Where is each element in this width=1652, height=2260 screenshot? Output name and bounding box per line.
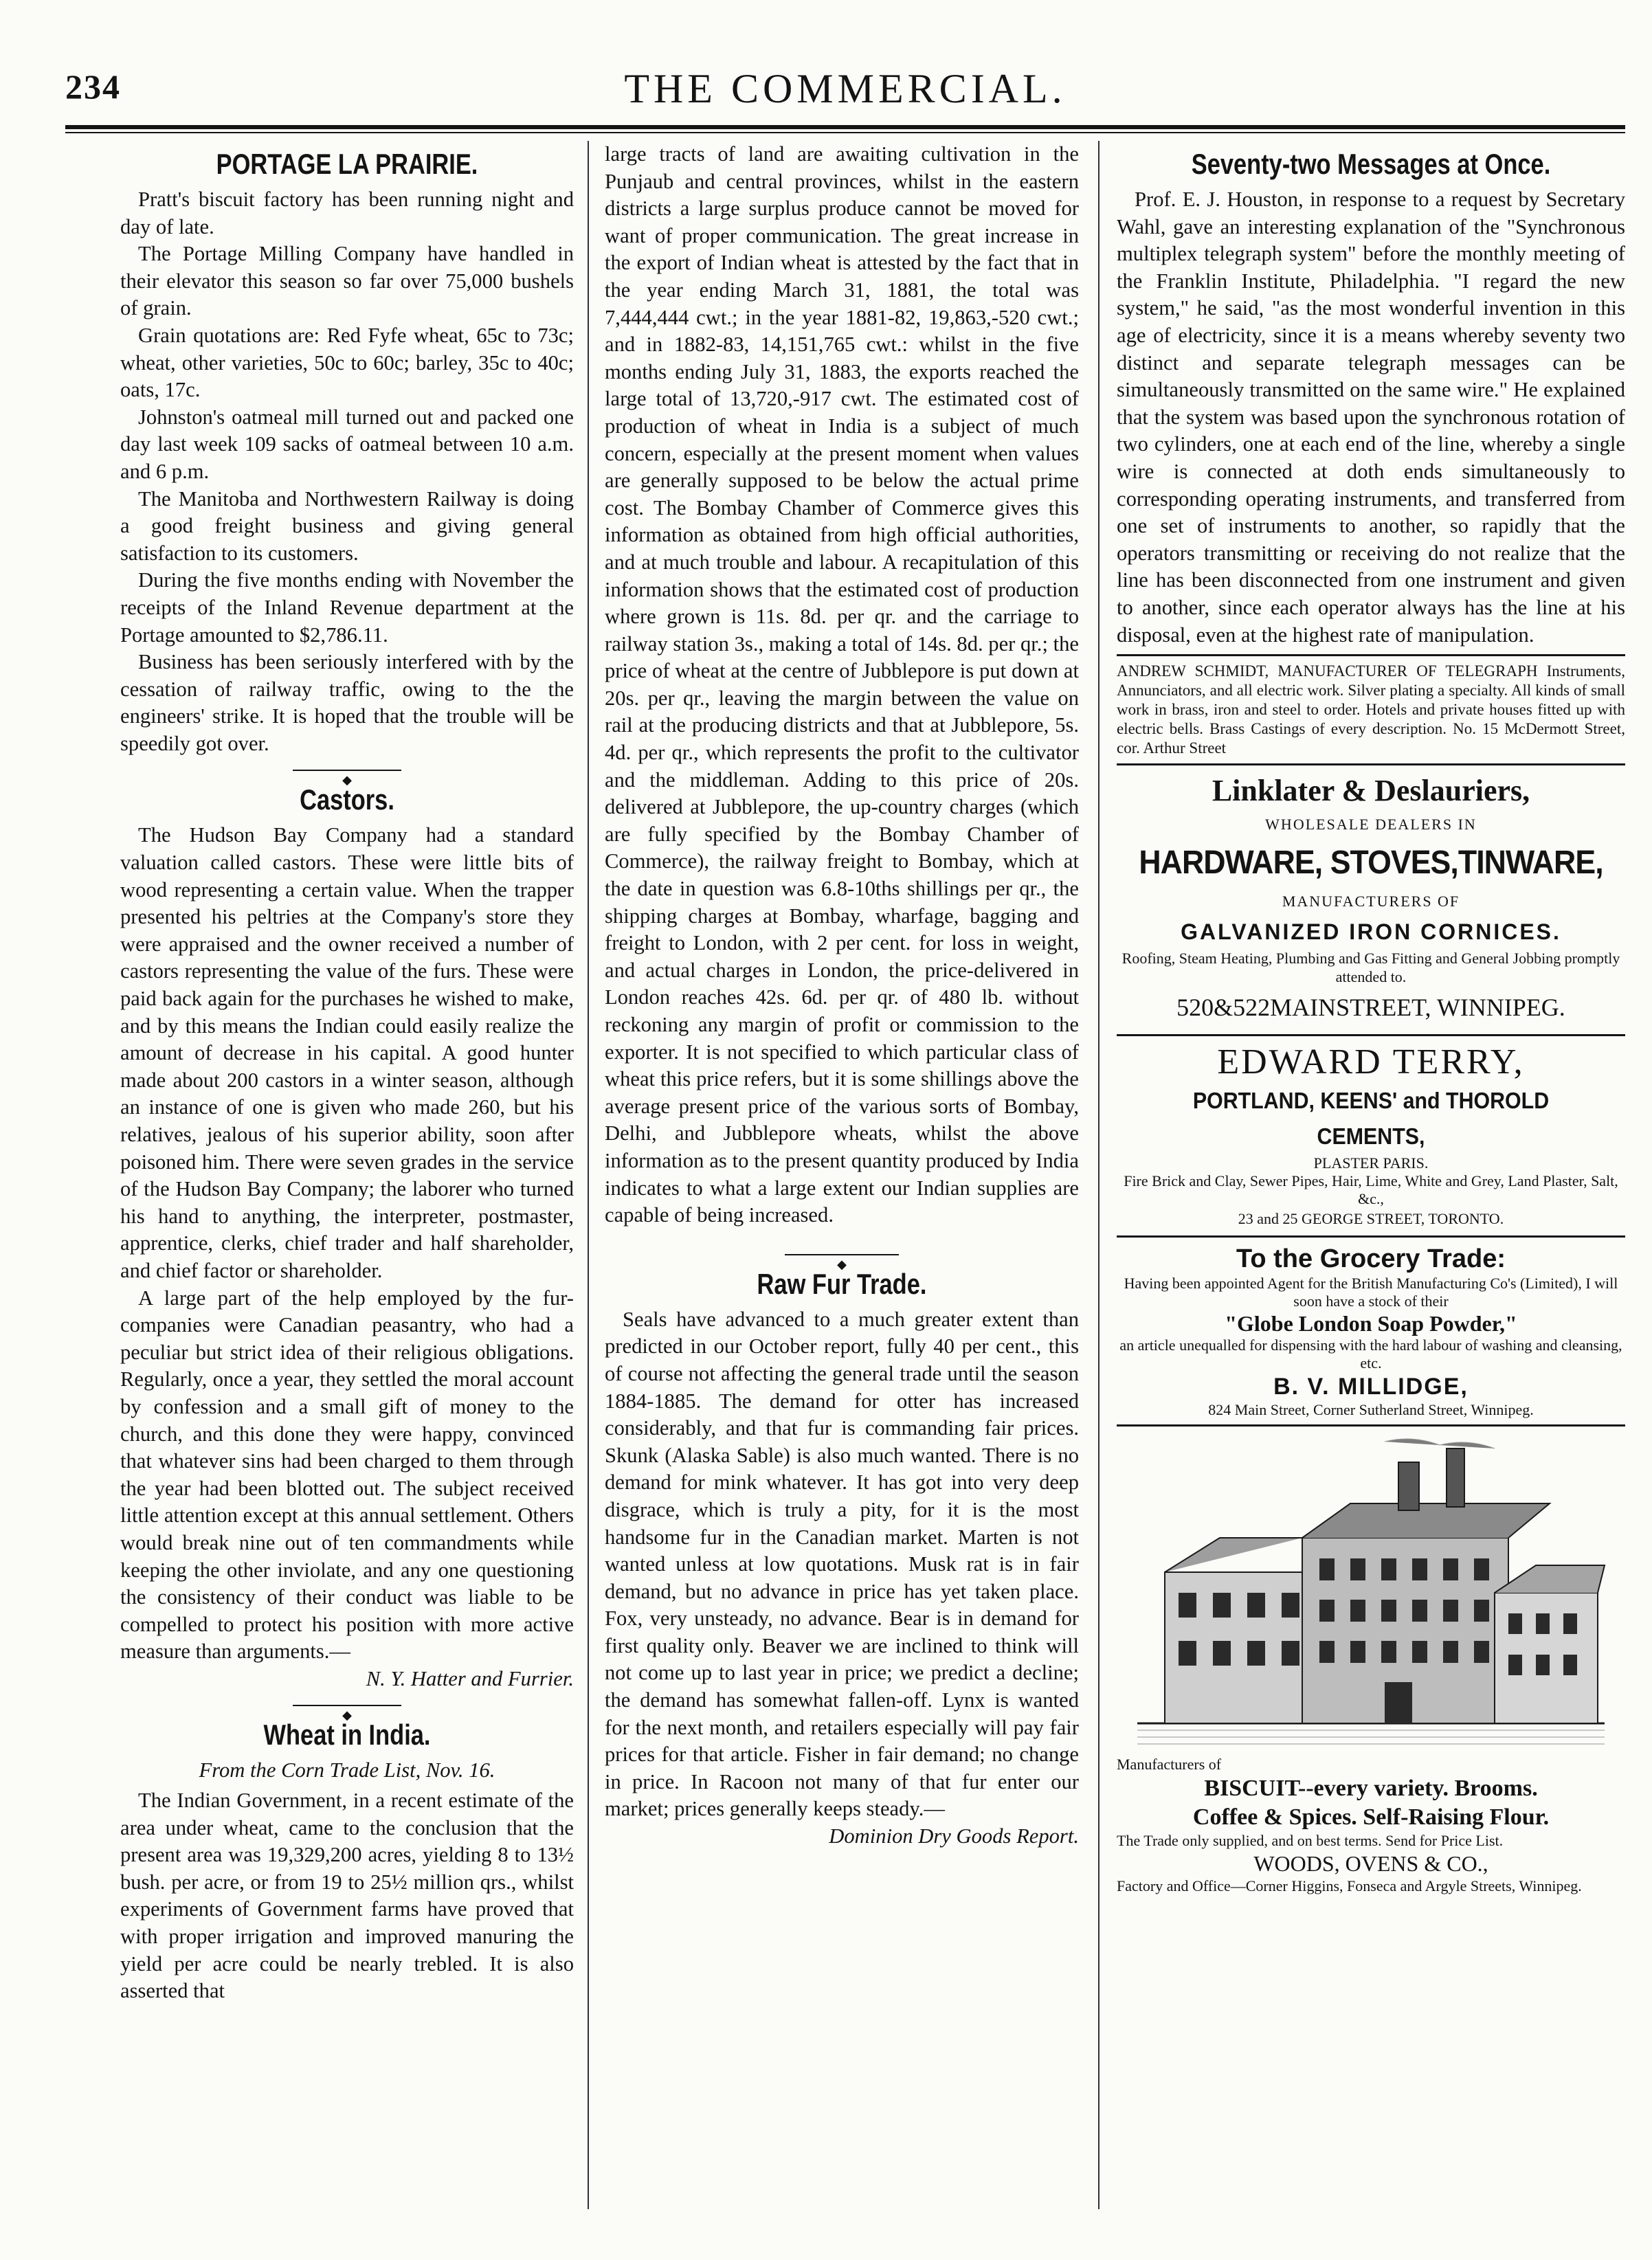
paragraph: Johnston's oatmeal mill turned out and packed one day last week 109 sacks of oatmeal between 10 a.m. and 6 p.m. xyxy=(120,405,574,483)
article-source: Dominion Dry Goods Report. xyxy=(829,1824,1079,1848)
masthead: THE COMMERCIAL. xyxy=(624,66,1067,111)
column-2 xyxy=(605,141,1079,1850)
paragraph: A large part of the help employed by the fur-companies were Canadian peasantry, who had a peculiar but strict idea of their religious obligations. Regularly, once a year, they settled the moral account by confession and a small gift of money to the church, and this done they were happy, convinced that whatever sins had been charged to them through the year had been blotted out. The subject received little attention except at this annual settlement. Others would break nine out of ten commandments while keeping the other inviolate, and any one questioning the consistency of their conduct was liable to be compelled to protect his position with more active measure than arguments.— xyxy=(120,1286,574,1664)
article-title: PORTAGE LA PRAIRIE. xyxy=(216,148,478,180)
article-title: Raw Fur Trade. xyxy=(757,1267,927,1300)
ad-address: 520&522MAINSTREET, WINNIPEG. xyxy=(1176,994,1565,1022)
ad-text: The Trade only supplied, and on best terms. Send for Price List. xyxy=(1117,1832,1504,1850)
column-divider xyxy=(1098,141,1100,2209)
ad-text: GALVANIZED IRON CORNICES. xyxy=(1181,919,1561,945)
header-rule-thin xyxy=(65,132,1625,133)
paragraph: Seals have advanced to a much greater extent than predicted in our October report, fully 40 per cent., this of course not affecting the general trade until the season 1884-1885. The demand for otter has increased considerably, and that fur is commanding fair prices. Skunk (Alaska Sable) is also much wanted. There is no demand for mink whatever. It has got into very deep disgrace, which is truly a pity, for it is the most handsome fur in the Canadian market. Marten is not wanted unless at low quotations. Musk rat is in fair demand, but no advance in price has yet taken place. Fox, very unsteady, no advance. Bear is in demand for first quality only. Beaver we are inclined to think will not come up to last year in price; we predict a decline; the demand has somewhat fallen-off. Lynx is wanted for the next month, and retailers especially will pay fair prices for that article. Fisher in fair demand; no change in price. In Racoon not many of that fur enter our market; prices generally keeps steady.— xyxy=(605,1307,1079,1821)
ad-headline: HARDWARE, STOVES,TINWARE, xyxy=(1139,844,1603,881)
article-source: N. Y. Hatter and Furrier. xyxy=(366,1666,574,1690)
paragraph: large tracts of land are awaiting cultivation in the Punjaub and central provinces, whilst in the eastern districts a large surplus produce cannot be moved for want of proper communication. The great increase in the export of Indian wheat is attested by the fact that in the year ending March 31, 1881, the total was 7,444,444 cwt.; in the year 1881-82, 19,863,-520 cwt.; and in 1882-83, 14,151,765 cwt.: whilst in the five months ending July 31, 1883, the exports reached the large total of 13,720,-917 cwt. The estimated cost of production of wheat in India is a subject of much concern, especially at the present moment when values are generally supposed to be below the actual prime cost. The Bombay Chamber of Commerce gives this information as obtained from high official authorities, and at much trouble and labour. A recapitulation of this information shows that the estimated cost of production where grown is 11s. 8d. per qr. and the carriage to railway station 3s., making a total of 14s. 8d. per qr.; the price of wheat at the centre of Jubblepore is put down at 20s. per qr., leaving the margin between the value on rail at the producing districts and that at Jubblepore, 5s. 4d. per qr., which represents the profit to the cultivator and the middleman. Adding to this price of 20s. delivered at Jubblepore, the up-country charges (which are fully specified by the Bombay Chamber of Commerce), the railway freight to Bombay, which at the date in question was 6.8-10ths shillings per qr., the shipping charges at Bombay, wharfage, bagging and freight to London, with 2 per cent. for loss in weight, and actual charges in London, the price-delivered in London reaches 42s. 6d. per qr. of 480 lb. without reckoning any margin of profit or commission to the exporter. It is not specified to which particular class of wheat this price refers, but it is some shillings above the average present price of the various sorts of Bombay, Delhi, and Jubblepore wheats, whilst the above information as to the present quantity produced by India indicates to what a large extent our Indian supplies are capable of being increased. xyxy=(605,142,1079,1227)
paragraph: Business has been seriously interfered with by the cessation of railway traffic, owing to the the engineers' strike. It is hoped that the trouble will be speedily got over. xyxy=(120,650,574,755)
ad-text: PLASTER PARIS. xyxy=(1313,1154,1429,1172)
ad-text: WHOLESALE DEALERS IN xyxy=(1265,816,1477,833)
page-number: 234 xyxy=(65,67,121,106)
article-title: Castors. xyxy=(300,783,394,816)
section-ornament: ◆ xyxy=(605,1249,1079,1261)
ad-company-name: B. V. MILLIDGE, xyxy=(1273,1374,1469,1400)
ad-divider xyxy=(1117,654,1625,656)
paragraph: During the five months ending with November the receipts of the Inland Revenue department at the Portage amounted to $2,786.11. xyxy=(120,568,574,647)
ad-product: "Globe London Soap Powder," xyxy=(1225,1311,1517,1336)
ad-address: 824 Main Street, Corner Sutherland Street, Winnipeg. xyxy=(1208,1401,1534,1419)
paragraph: The Indian Government, in a recent estimate of the area under wheat, came to the conclusion that the present area was 19,329,200 acres, yielding 8 to 13½ bush. per acre, or from 19 to 25½ million qrs., whilst experiments of Government farms have proved that with proper irrigation and improved manuring the yield per acre could be nearly trebled. It is also asserted that xyxy=(120,1789,574,2003)
article-title: Seventy-two Messages at Once. xyxy=(1191,148,1551,180)
column-1 xyxy=(120,141,574,2005)
ad-headline: To the Grocery Trade: xyxy=(1236,1244,1506,1274)
ad-company-name: Linklater & Deslauriers, xyxy=(1212,774,1530,808)
ad-company-name: WOODS, OVENS & CO., xyxy=(1253,1851,1488,1877)
section-ornament: ◆ xyxy=(120,1699,574,1712)
paragraph: The Portage Milling Company have handled in their elevator this season so far over 75,000 bushels of grain. xyxy=(120,242,574,320)
ad-company-name: EDWARD TERRY, xyxy=(1217,1042,1525,1082)
ad-address: 23 and 25 GEORGE STREET, TORONTO. xyxy=(1238,1210,1504,1228)
header-rule xyxy=(65,125,1625,129)
ad-grocery xyxy=(1117,1243,1625,1419)
column-3 xyxy=(1117,141,1625,1895)
paragraph: Grain quotations are: Red Fyfe wheat, 65c to 73c; wheat, other varieties, 50c to 60c; barley, 35c to 40c; oats, 17c. xyxy=(120,323,574,402)
ad-divider xyxy=(1117,1034,1625,1036)
ad-address: Factory and Office—Corner Higgins, Fonseca and Argyle Streets, Winnipeg. xyxy=(1117,1877,1582,1895)
ad-schmidt: ANDREW SCHMIDT, MANUFACTURER OF TELEGRAPH Instruments, Annunciators, and all electric work. Silver plating a specialty. All kinds of small work in brass, iron and steel to order. Hotels and private houses fitted up with electric bells. Brass Castings of every description. No. 15 McDermott Street, cor. Arthur Street xyxy=(1117,662,1625,757)
paragraph: Prof. E. J. Houston, in response to a request by Secretary Wahl, gave an interesting explanation of the "Synchronous multiplex telegraph system" before the monthly meeting of the Franklin Institute, Philadelphia. "I regard the new system," he said, "as the most wonderful invention in this age of electricity, since it is a means whereby seventy two distinct and separate telegraph messages can be simultaneously transmitted on the same wire." He explained that the system was based upon the synchronous rotation of two cylinders, one at each end of the line, whereby a single wire is connected at doth ends simultaneously to corresponding operating instruments, and transferred from one set of instruments to another, so rapidly that the operators transmitting or receiving do not realize that the line has been disconnected from one instrument and given to another, since each operator always has the line at his disposal, even at the highest rate of manipulation. xyxy=(1117,188,1625,647)
page-header xyxy=(65,65,1625,120)
section-ornament: ◆ xyxy=(120,764,574,776)
ad-text: MANUFACTURERS OF xyxy=(1282,892,1460,910)
ad-headline: BISCUIT--every variety. Brooms. xyxy=(1204,1776,1538,1802)
ad-woods xyxy=(1117,1435,1625,1895)
ad-headline: PORTLAND, KEENS' and THOROLD CEMENTS, xyxy=(1192,1088,1550,1150)
ad-text: Manufacturers of xyxy=(1117,1756,1222,1774)
ad-text: an article unequalled for dispensing with the hard labour of washing and cleansing, etc. xyxy=(1119,1336,1622,1372)
ad-headline: Coffee & Spices. Self-Raising Flour. xyxy=(1192,1804,1550,1831)
factory-engraving xyxy=(1124,1435,1618,1751)
ad-linklater xyxy=(1117,771,1625,1029)
ad-text: Having been appointed Agent for the British Manufacturing Co's (Limited), I will soon have a stock of their xyxy=(1124,1275,1618,1310)
ad-terry xyxy=(1117,1042,1625,1230)
ad-divider xyxy=(1117,1424,1625,1427)
paragraph: Pratt's biscuit factory has been running night and day of late. xyxy=(120,188,574,238)
ad-divider xyxy=(1117,1235,1625,1238)
column-divider xyxy=(588,141,589,2209)
ad-divider xyxy=(1117,763,1625,765)
article-title: Wheat in India. xyxy=(263,1719,431,1752)
ad-text: Roofing, Steam Heating, Plumbing and Gas Fitting and General Jobbing promptly attended to. xyxy=(1121,950,1620,986)
ad-text: Fire Brick and Clay, Sewer Pipes, Hair, Lime, White and Grey, Land Plaster, Salt, &c., xyxy=(1124,1172,1618,1208)
paragraph: The Manitoba and Northwestern Railway is doing a good freight business and giving general satisfaction to its customers. xyxy=(120,486,574,565)
paragraph: The Hudson Bay Company had a standard valuation called castors. These were little bits of wood representing a certain value. When the trapper presented his peltries at the Company's store they were appraised and the owner received a number of castors representing the value of the furs. These were paid back again for the purchases he wished to make, and by this means the Indian could easily realize the amount of decrease in his capital. A good hunter made about 200 castors in a winter season, although an instance of one is given who made 260, but his relatives, jealous of his superior ability, soon after poisoned him. There were seven grades in the service of the Hudson Bay Company; the laborer who turned his hand to anything, the interpreter, postmaster, apprentice, clerks, chief trader and half shareholder, and chief factor or shareholder. xyxy=(120,823,574,1282)
article-source: From the Corn Trade List, Nov. 16. xyxy=(199,1758,495,1782)
